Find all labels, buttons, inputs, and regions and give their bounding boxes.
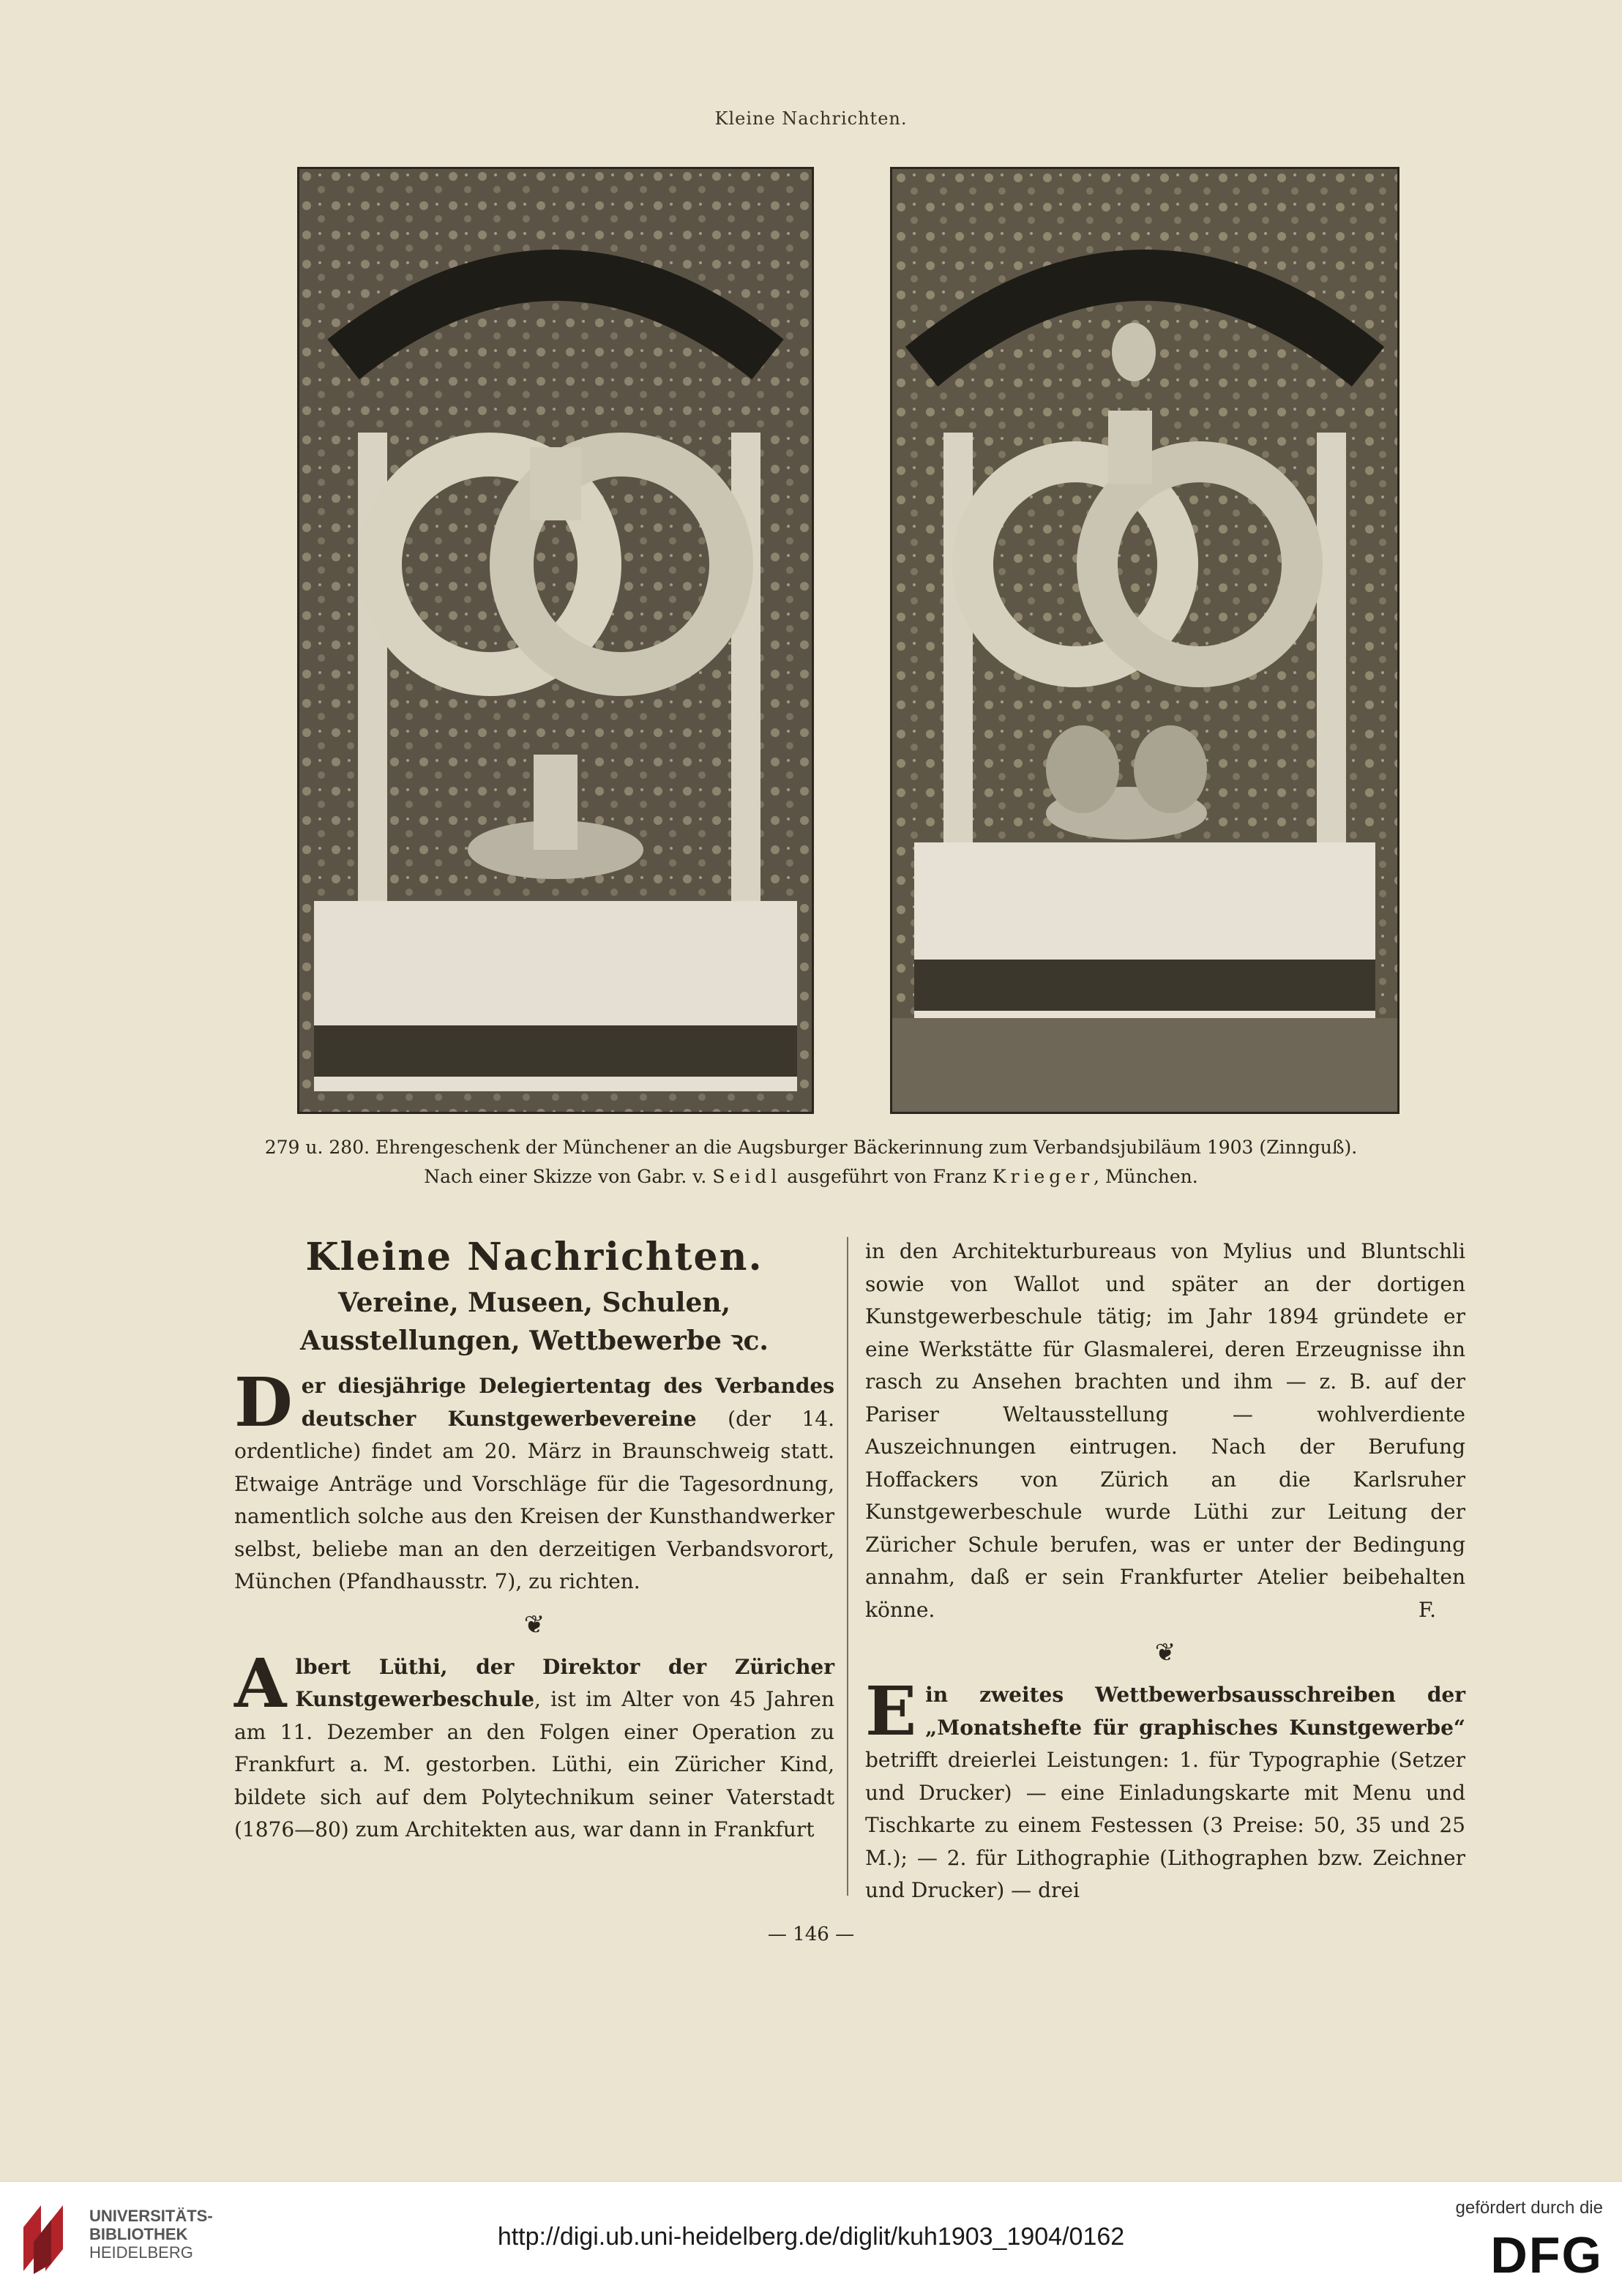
section-title: Kleine Nachrichten. (305, 1235, 763, 1279)
permalink-url[interactable]: http://digi.ub.uni-heidelberg.de/diglit/kuh1903_1904/0162 (497, 2223, 1125, 2251)
figure-caption (220, 1133, 1402, 1192)
caption-name-seidl: Seidl (712, 1166, 782, 1187)
article-delegiertentag (234, 1363, 834, 1598)
article-luethi-continued (865, 1235, 1465, 1626)
dropcap-a: A (234, 1643, 287, 1723)
article2-signature: F. (1419, 1597, 1436, 1622)
digitization-footer (0, 2181, 1622, 2296)
caption-line-2 (220, 1162, 1402, 1192)
library-line-2: BIBLIOTHEK (89, 2225, 188, 2243)
article-wettbewerb (865, 1672, 1465, 1907)
ornament-icon-2: ❦ (1154, 1638, 1176, 1667)
right-column (865, 1235, 1465, 1907)
library-line-1: UNIVERSITÄTS- (89, 2207, 213, 2225)
caption-name-krieger: Krieger (992, 1166, 1094, 1187)
dfg-logo: DFG (1490, 2226, 1603, 2284)
article3-lead: in zweites Wettbewerbsausschreiben der „Monatshefte für graphisches Kunstgewerbe“ (925, 1683, 1465, 1740)
funding-note: gefördert durch die (1455, 2198, 1603, 2218)
left-column (234, 1234, 834, 1847)
column-divider (847, 1237, 848, 1896)
page-number: — 146 — (767, 1923, 855, 1945)
ornament-icon: ❦ (523, 1609, 545, 1639)
library-line-3: HEIDELBERG (89, 2243, 193, 2262)
section-subtitle: Vereine, Museen, Schulen, Ausstellungen, Wettbewerbe ꝛc. (300, 1287, 769, 1356)
pretzel-trophy-photo-right (890, 167, 1399, 1114)
caption-line-2-c: , München. (1094, 1166, 1198, 1187)
caption-line-1: 279 u. 280. Ehrengeschenk der Münchener an die Augsburger Bäckerinnung zum Verbandsjubiläum 1903 (Zinnguß). (264, 1137, 1358, 1158)
article3-body: betrifft dreierlei Leistungen: 1. für Typographie (Setzer und Drucker) — eine Einladungskarte mit Menu und Tischkarte zu einem Festessen (3 Preise: 50, 35 und 25 M.); — 2. für Lithographie (Lithographen bzw. Zeichner und Drucker) — drei (865, 1748, 1465, 1902)
article1-lead: er diesjährige Delegiertentag des Verbandes deutscher Kunstgewerbevereine (301, 1374, 834, 1431)
article-luethi (234, 1643, 834, 1847)
running-head: Kleine Nachrichten. (714, 108, 908, 129)
dropcap-e: E (865, 1672, 917, 1751)
article2-lead: lbert Lüthi, der Direktor der Züricher Kunstgewerbeschule (295, 1654, 834, 1711)
article2-continued: in den Architekturbureaus von Mylius und Bluntschli sowie von Wallot und später an der dortigen Kunstgewerbeschule tätig; im Jahr 1894 gründete er eine Werkstätte für Glasmalerei, deren Erzeugnisse ihn rasch zu Ansehen brachten und ihm — z. B. auf der Pariser Weltausstellung — wohlverdiente Auszeichnungen eintrugen. Nach der Berufung Hoffackers von Zürich an die Karlsruher Kunstgewerbeschule wurde Lüthi zur Leitung der Züricher Schule berufen, was er unter der Bedingung annahm, daß er sein Frankfurter Atelier beibehalten könne. (865, 1239, 1465, 1622)
article1-body: (der 14. ordentliche) findet am 20. März in Braunschweig statt. Etwaige Anträge und Vorschläge für die Tagesordnung, namentlich solche aus den Kreisen der Kunsthandwerker selbst, beliebe man an den derzeitigen Verbandsvorort, München (Pfandhausstr. 7), zu richten. (234, 1406, 834, 1593)
pretzel-trophy-photo-left (297, 167, 814, 1114)
caption-line-2-b: ausgeführt von Franz (781, 1166, 993, 1187)
caption-line-2-a: Nach einer Skizze von Gabr. v. (424, 1166, 713, 1187)
article2-body: , ist im Alter von 45 Jahren am 11. Dezember an den Folgen einer Operation zu Frankfurt a. M. gestorben. Lüthi, ein Züricher Kind, bildete sich auf dem Polytechnikum seiner Vaterstadt (1876—80) zum Architekten aus, war dann in Frankfurt (234, 1687, 834, 1841)
dropcap-d: D (234, 1363, 293, 1442)
